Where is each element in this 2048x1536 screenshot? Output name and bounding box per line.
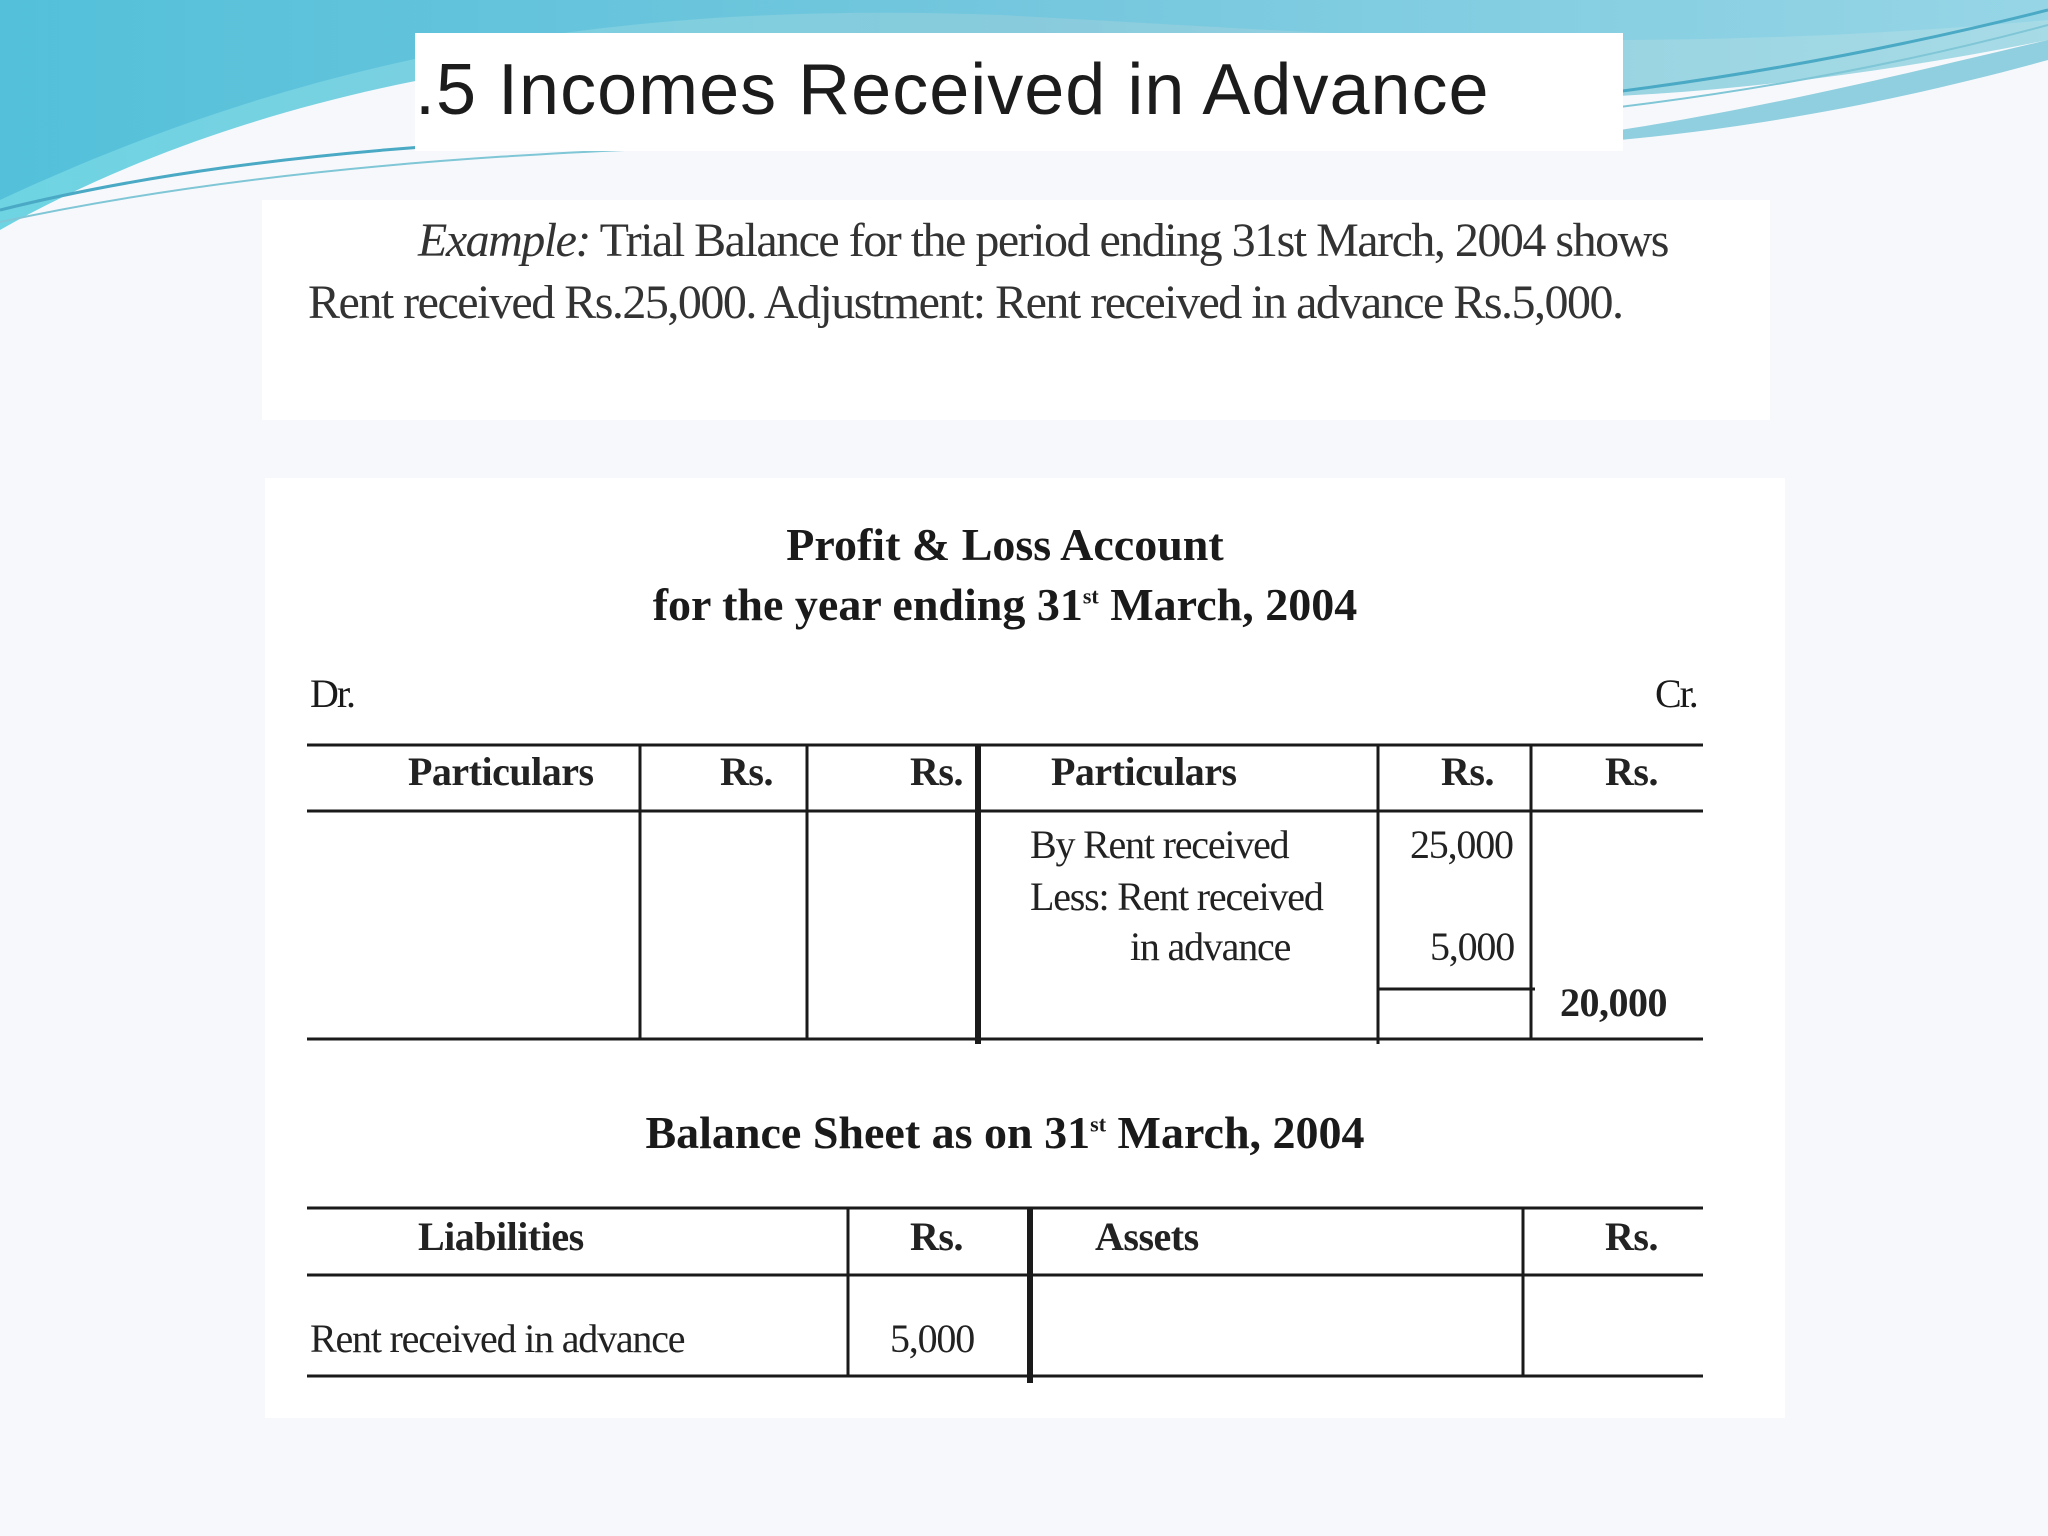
pl-header-rs-cr-2: Rs. <box>1605 749 1658 794</box>
bs-liability-rent-advance-amount: 5,000 <box>890 1316 975 1361</box>
pl-entry-in-advance: in advance <box>1130 924 1291 969</box>
example-label: Example: <box>418 214 590 267</box>
bs-header-liabilities: Liabilities <box>418 1214 584 1259</box>
example-box <box>262 200 1770 420</box>
pl-entry-rent-received-amount: 25,000 <box>1410 822 1513 867</box>
credit-label: Cr. <box>1655 671 1697 716</box>
example-text: Trial Balance for the period ending 31st March, 2004 shows Rent received Rs.25,000. Adjustment: Rent received in advance Rs.5,000. <box>308 214 1668 329</box>
table-rulings <box>265 478 1785 1418</box>
pl-entry-advance-amount: 5,000 <box>1430 924 1515 969</box>
debit-label: Dr. <box>310 671 354 716</box>
slide-title: .5 Incomes Received in Advance <box>415 50 1490 130</box>
pl-header-rs-dr-2: Rs. <box>910 749 963 794</box>
pl-header-particulars-dr: Particulars <box>408 749 594 794</box>
pl-entry-rent-received: By Rent received <box>1030 822 1289 867</box>
pl-header-particulars-cr: Particulars <box>1051 749 1237 794</box>
pl-header-rs-dr-1: Rs. <box>720 749 773 794</box>
accounts-document <box>265 478 1785 1418</box>
pl-entry-less-advance: Less: Rent received <box>1030 874 1323 919</box>
pl-header-rs-cr-1: Rs. <box>1441 749 1494 794</box>
title-box <box>415 33 1623 151</box>
balance-sheet-title: Balance Sheet as on 31st March, 2004 <box>645 1107 1365 1158</box>
pl-account-title: Profit & Loss Account <box>786 519 1224 570</box>
bs-liability-rent-advance: Rent received in advance <box>310 1316 685 1361</box>
bs-header-rs-liabilities: Rs. <box>910 1214 963 1259</box>
pl-net-rent-total: 20,000 <box>1560 980 1667 1025</box>
example-paragraph <box>308 210 1738 334</box>
bs-header-rs-assets: Rs. <box>1605 1214 1658 1259</box>
pl-account-subtitle: for the year ending 31st March, 2004 <box>652 579 1358 630</box>
bs-header-assets: Assets <box>1095 1214 1199 1259</box>
